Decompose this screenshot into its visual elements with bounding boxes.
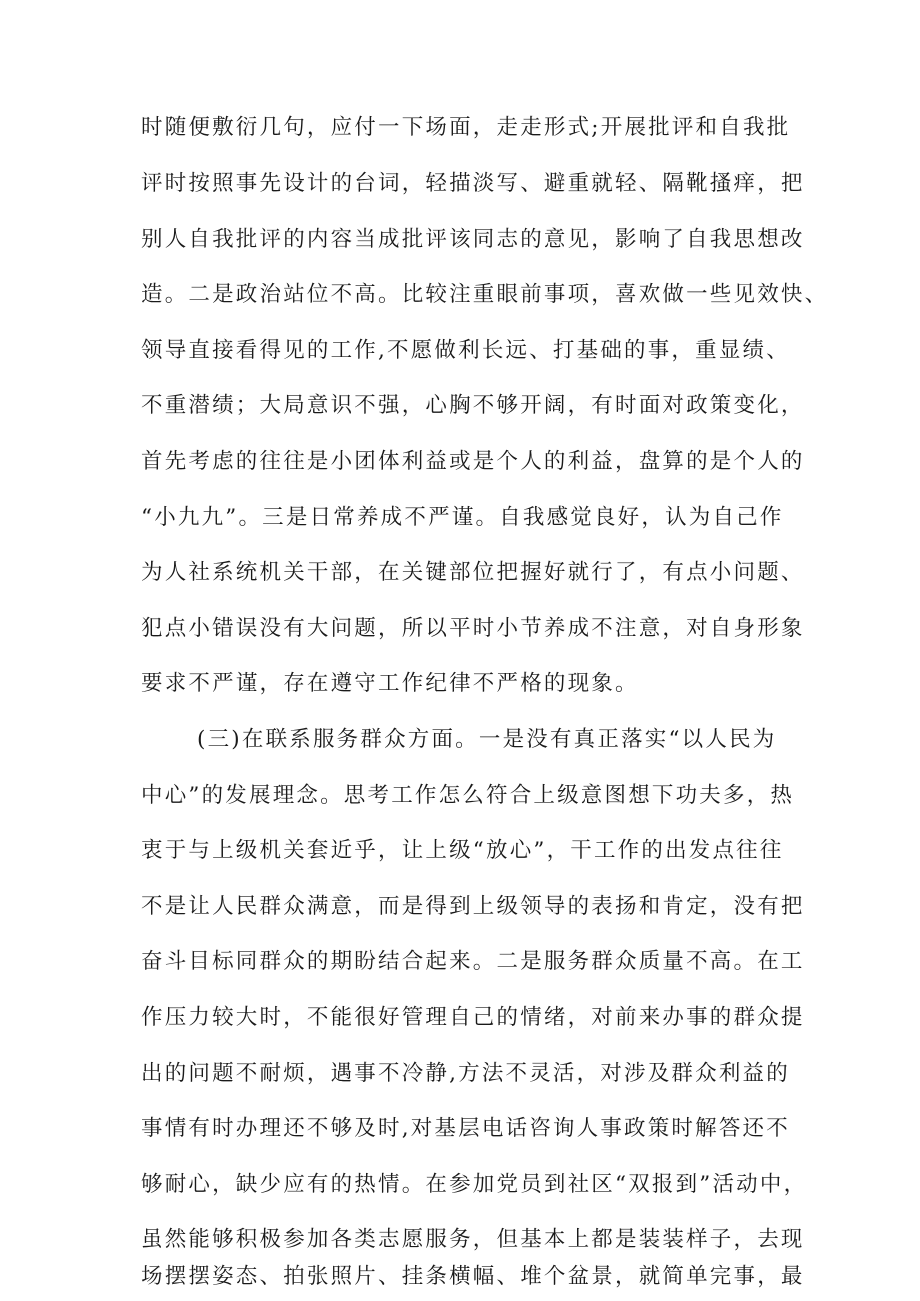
- text-line: 衷于与上级机关套近乎，让上级“放心”，干工作的出发点往往: [141, 838, 784, 863]
- text-line: 虽然能够积极参加各类志愿服务，但基本上都是装装样子，去现: [141, 1227, 805, 1252]
- text-line: 要求不严谨，存在遵守工作纪律不严格的现象。: [141, 671, 639, 696]
- text-line: 造。二是政治站位不高。比较注重眼前事项，喜欢做一些见效快、: [141, 282, 829, 307]
- text-line: 不是让人民群众满意，而是得到上级领导的表扬和肯定，没有把: [141, 894, 805, 919]
- text-line: 作压力较大时，不能很好管理自己的情绪，对前来办事的群众提: [141, 1005, 805, 1030]
- text-line: 场摆摆姿态、拍张照片、挂条横幅、堆个盆景，就简单完事，最: [141, 1264, 805, 1289]
- text-line: 事情有时办理还不够及时,对基层电话咨询人事政策时解答还不: [141, 1116, 790, 1141]
- text-line: 出的问题不耐烦，遇事不冷静,方法不灵活，对涉及群众利益的: [141, 1061, 790, 1086]
- text-line: 不重潜绩；大局意识不强，心胸不够开阔，有时面对政策变化，: [141, 393, 805, 418]
- paragraph-first-line: (三)在联系服务群众方面。一是没有真正落实“以人民为: [197, 727, 777, 752]
- text-line: 中心”的发展理念。思考工作怎么符合上级意图想下功夫多，热: [141, 783, 795, 808]
- text-line: 别人自我批评的内容当成批评该同志的意见，影响了自我思想改: [141, 227, 805, 252]
- text-line: 够耐心，缺少应有的热情。在参加党员到社区“双报到”活动中，: [141, 1172, 808, 1197]
- text-line: 为人社系统机关干部，在关键部位把握好就行了，有点小问题、: [141, 560, 805, 585]
- text-line: 评时按照事先设计的台词，轻描淡写、避重就轻、隔靴搔痒，把: [141, 171, 805, 196]
- text-line: 奋斗目标同群众的期盼结合起来。二是服务群众质量不高。在工: [141, 949, 805, 974]
- text-line: 时随便敷衍几句，应付一下场面，走走形式;开展批评和自我批: [141, 115, 791, 140]
- text-line: “小九九”。三是日常养成不严谨。自我感觉良好，认为自己作: [141, 505, 784, 530]
- text-line: 首先考虑的往往是小团体利益或是个人的利益，盘算的是个人的: [141, 449, 805, 474]
- text-line: 领导直接看得见的工作,不愿做利长远、打基础的事，重显绩、: [141, 338, 790, 363]
- text-line: 犯点小错误没有大问题，所以平时小节养成不注意，对自身形象: [141, 616, 805, 641]
